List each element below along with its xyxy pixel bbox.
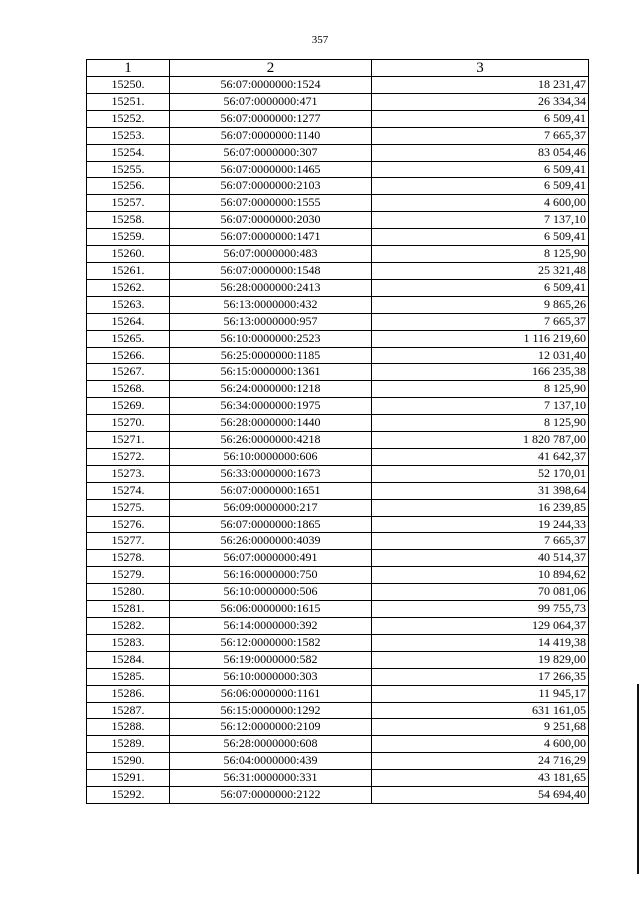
table-row — [87, 736, 589, 753]
column-header-2: 2 — [170, 60, 372, 77]
cadastral-number-cell: 56:07:0000000:1277 — [170, 110, 372, 127]
cadastral-number-cell: 56:07:0000000:1465 — [170, 161, 372, 178]
table-row — [87, 381, 589, 398]
cadastral-number-cell: 56:12:0000000:1582 — [170, 634, 372, 651]
cadastral-number-cell: 56:13:0000000:957 — [170, 313, 372, 330]
row-number-cell: 15283. — [87, 634, 170, 651]
cadastral-number-cell: 56:07:0000000:1471 — [170, 229, 372, 246]
table-row — [87, 93, 589, 110]
value-cell: 12 031,40 — [372, 347, 589, 364]
table-row — [87, 279, 589, 296]
cadastral-number-cell: 56:33:0000000:1673 — [170, 465, 372, 482]
table-row — [87, 601, 589, 618]
row-number-cell: 15258. — [87, 212, 170, 229]
table-row — [87, 229, 589, 246]
value-cell: 1 116 219,60 — [372, 330, 589, 347]
value-cell: 7 665,37 — [372, 313, 589, 330]
table-row — [87, 144, 589, 161]
cadastral-number-cell: 56:28:0000000:1440 — [170, 415, 372, 432]
value-cell: 6 509,41 — [372, 161, 589, 178]
table-row — [87, 651, 589, 668]
cadastral-number-cell: 56:26:0000000:4039 — [170, 533, 372, 550]
table-row — [87, 550, 589, 567]
row-number-cell: 15274. — [87, 482, 170, 499]
row-number-cell: 15270. — [87, 415, 170, 432]
cadastral-number-cell: 56:10:0000000:506 — [170, 584, 372, 601]
row-number-cell: 15287. — [87, 702, 170, 719]
row-number-cell: 15269. — [87, 398, 170, 415]
cadastral-number-cell: 56:07:0000000:491 — [170, 550, 372, 567]
cadastral-number-cell: 56:07:0000000:1548 — [170, 262, 372, 279]
value-cell: 9 251,68 — [372, 719, 589, 736]
table-row — [87, 127, 589, 144]
row-number-cell: 15278. — [87, 550, 170, 567]
table-row — [87, 448, 589, 465]
cadastral-number-cell: 56:06:0000000:1615 — [170, 601, 372, 618]
cadastral-number-cell: 56:19:0000000:582 — [170, 651, 372, 668]
row-number-cell: 15268. — [87, 381, 170, 398]
cadastral-number-cell: 56:34:0000000:1975 — [170, 398, 372, 415]
value-cell: 19 829,00 — [372, 651, 589, 668]
value-cell: 25 321,48 — [372, 262, 589, 279]
cadastral-number-cell: 56:07:0000000:1524 — [170, 77, 372, 94]
value-cell: 166 235,38 — [372, 364, 589, 381]
value-cell: 7 137,10 — [372, 212, 589, 229]
cadastral-number-cell: 56:07:0000000:1140 — [170, 127, 372, 144]
table-row — [87, 584, 589, 601]
cadastral-number-cell: 56:07:0000000:2122 — [170, 787, 372, 804]
row-number-cell: 15256. — [87, 178, 170, 195]
row-number-cell: 15260. — [87, 246, 170, 263]
table-row — [87, 702, 589, 719]
row-number-cell: 15285. — [87, 668, 170, 685]
row-number-cell: 15262. — [87, 279, 170, 296]
row-number-cell: 15273. — [87, 465, 170, 482]
value-cell: 70 081,06 — [372, 584, 589, 601]
row-number-cell: 15263. — [87, 296, 170, 313]
value-cell: 10 894,62 — [372, 567, 589, 584]
header-row — [87, 60, 589, 77]
row-number-cell: 15288. — [87, 719, 170, 736]
row-number-cell: 15286. — [87, 685, 170, 702]
value-cell: 129 064,37 — [372, 618, 589, 635]
row-number-cell: 15267. — [87, 364, 170, 381]
table-row — [87, 262, 589, 279]
table-row — [87, 482, 589, 499]
cadastral-number-cell: 56:07:0000000:471 — [170, 93, 372, 110]
cadastral-number-cell: 56:25:0000000:1185 — [170, 347, 372, 364]
row-number-cell: 15292. — [87, 787, 170, 804]
row-number-cell: 15271. — [87, 432, 170, 449]
table-row — [87, 246, 589, 263]
value-cell: 54 694,40 — [372, 787, 589, 804]
table-row — [87, 364, 589, 381]
column-header-3: 3 — [372, 60, 589, 77]
table-row — [87, 195, 589, 212]
table-row — [87, 398, 589, 415]
row-number-cell: 15250. — [87, 77, 170, 94]
value-cell: 83 054,46 — [372, 144, 589, 161]
cadastral-number-cell: 56:06:0000000:1161 — [170, 685, 372, 702]
cadastral-number-cell: 56:07:0000000:307 — [170, 144, 372, 161]
table-row — [87, 685, 589, 702]
value-cell: 1 820 787,00 — [372, 432, 589, 449]
table-row — [87, 161, 589, 178]
table-row — [87, 296, 589, 313]
value-cell: 17 266,35 — [372, 668, 589, 685]
table-row — [87, 178, 589, 195]
row-number-cell: 15280. — [87, 584, 170, 601]
cadastral-number-cell: 56:24:0000000:1218 — [170, 381, 372, 398]
page-number: 357 — [311, 34, 329, 46]
value-cell: 31 398,64 — [372, 482, 589, 499]
cadastral-number-cell: 56:07:0000000:1555 — [170, 195, 372, 212]
table-row — [87, 499, 589, 516]
cadastral-number-cell: 56:15:0000000:1361 — [170, 364, 372, 381]
table-row — [87, 753, 589, 770]
row-number-cell: 15252. — [87, 110, 170, 127]
value-cell: 43 181,65 — [372, 770, 589, 787]
table-row — [87, 347, 589, 364]
value-cell: 14 419,38 — [372, 634, 589, 651]
value-cell: 99 755,73 — [372, 601, 589, 618]
row-number-cell: 15290. — [87, 753, 170, 770]
row-number-cell: 15272. — [87, 448, 170, 465]
row-number-cell: 15277. — [87, 533, 170, 550]
row-number-cell: 15291. — [87, 770, 170, 787]
column-header-1: 1 — [87, 60, 170, 77]
cadastral-number-cell: 56:10:0000000:2523 — [170, 330, 372, 347]
row-number-cell: 15259. — [87, 229, 170, 246]
value-cell: 8 125,90 — [372, 381, 589, 398]
value-cell: 8 125,90 — [372, 415, 589, 432]
cadastral-number-cell: 56:09:0000000:217 — [170, 499, 372, 516]
table-row — [87, 110, 589, 127]
row-number-cell: 15289. — [87, 736, 170, 753]
row-number-cell: 15284. — [87, 651, 170, 668]
cadastral-number-cell: 56:10:0000000:606 — [170, 448, 372, 465]
value-cell: 26 334,34 — [372, 93, 589, 110]
cadastral-number-cell: 56:07:0000000:1651 — [170, 482, 372, 499]
cadastral-number-cell: 56:04:0000000:439 — [170, 753, 372, 770]
cadastral-number-cell: 56:07:0000000:2030 — [170, 212, 372, 229]
row-number-cell: 15264. — [87, 313, 170, 330]
value-cell: 6 509,41 — [372, 110, 589, 127]
row-number-cell: 15276. — [87, 516, 170, 533]
table-row — [87, 533, 589, 550]
table-row — [87, 516, 589, 533]
value-cell: 7 665,37 — [372, 533, 589, 550]
row-number-cell: 15281. — [87, 601, 170, 618]
cadastral-number-cell: 56:28:0000000:608 — [170, 736, 372, 753]
cadastral-number-cell: 56:07:0000000:483 — [170, 246, 372, 263]
value-cell: 18 231,47 — [372, 77, 589, 94]
cadastral-number-cell: 56:15:0000000:1292 — [170, 702, 372, 719]
cadastral-number-cell: 56:10:0000000:303 — [170, 668, 372, 685]
table-row — [87, 770, 589, 787]
cadastral-number-cell: 56:14:0000000:392 — [170, 618, 372, 635]
value-cell: 11 945,17 — [372, 685, 589, 702]
value-cell: 24 716,29 — [372, 753, 589, 770]
value-cell: 8 125,90 — [372, 246, 589, 263]
table-row — [87, 77, 589, 94]
scan-edge-mark — [637, 684, 639, 874]
cadastral-number-cell: 56:26:0000000:4218 — [170, 432, 372, 449]
data-table — [86, 59, 589, 804]
table-row — [87, 618, 589, 635]
cadastral-number-cell: 56:12:0000000:2109 — [170, 719, 372, 736]
value-cell: 16 239,85 — [372, 499, 589, 516]
row-number-cell: 15282. — [87, 618, 170, 635]
cadastral-number-cell: 56:28:0000000:2413 — [170, 279, 372, 296]
value-cell: 4 600,00 — [372, 736, 589, 753]
value-cell: 6 509,41 — [372, 279, 589, 296]
cadastral-number-cell: 56:31:0000000:331 — [170, 770, 372, 787]
value-cell: 9 865,26 — [372, 296, 589, 313]
cadastral-number-cell: 56:13:0000000:432 — [170, 296, 372, 313]
row-number-cell: 15253. — [87, 127, 170, 144]
value-cell: 4 600,00 — [372, 195, 589, 212]
table-row — [87, 634, 589, 651]
table-row — [87, 313, 589, 330]
cadastral-number-cell: 56:07:0000000:1865 — [170, 516, 372, 533]
row-number-cell: 15279. — [87, 567, 170, 584]
row-number-cell: 15261. — [87, 262, 170, 279]
table-row — [87, 668, 589, 685]
table-row — [87, 415, 589, 432]
table-row — [87, 212, 589, 229]
table-row — [87, 465, 589, 482]
row-number-cell: 15251. — [87, 93, 170, 110]
value-cell: 6 509,41 — [372, 178, 589, 195]
value-cell: 7 137,10 — [372, 398, 589, 415]
table-row — [87, 787, 589, 804]
cadastral-number-cell: 56:16:0000000:750 — [170, 567, 372, 584]
cadastral-number-cell: 56:07:0000000:2103 — [170, 178, 372, 195]
table-row — [87, 719, 589, 736]
row-number-cell: 15254. — [87, 144, 170, 161]
value-cell: 19 244,33 — [372, 516, 589, 533]
value-cell: 41 642,37 — [372, 448, 589, 465]
value-cell: 40 514,37 — [372, 550, 589, 567]
value-cell: 631 161,05 — [372, 702, 589, 719]
table-body — [87, 77, 589, 804]
row-number-cell: 15275. — [87, 499, 170, 516]
row-number-cell: 15257. — [87, 195, 170, 212]
value-cell: 7 665,37 — [372, 127, 589, 144]
row-number-cell: 15265. — [87, 330, 170, 347]
value-cell: 6 509,41 — [372, 229, 589, 246]
table-row — [87, 567, 589, 584]
table-row — [87, 330, 589, 347]
row-number-cell: 15266. — [87, 347, 170, 364]
row-number-cell: 15255. — [87, 161, 170, 178]
table-row — [87, 432, 589, 449]
value-cell: 52 170,01 — [372, 465, 589, 482]
